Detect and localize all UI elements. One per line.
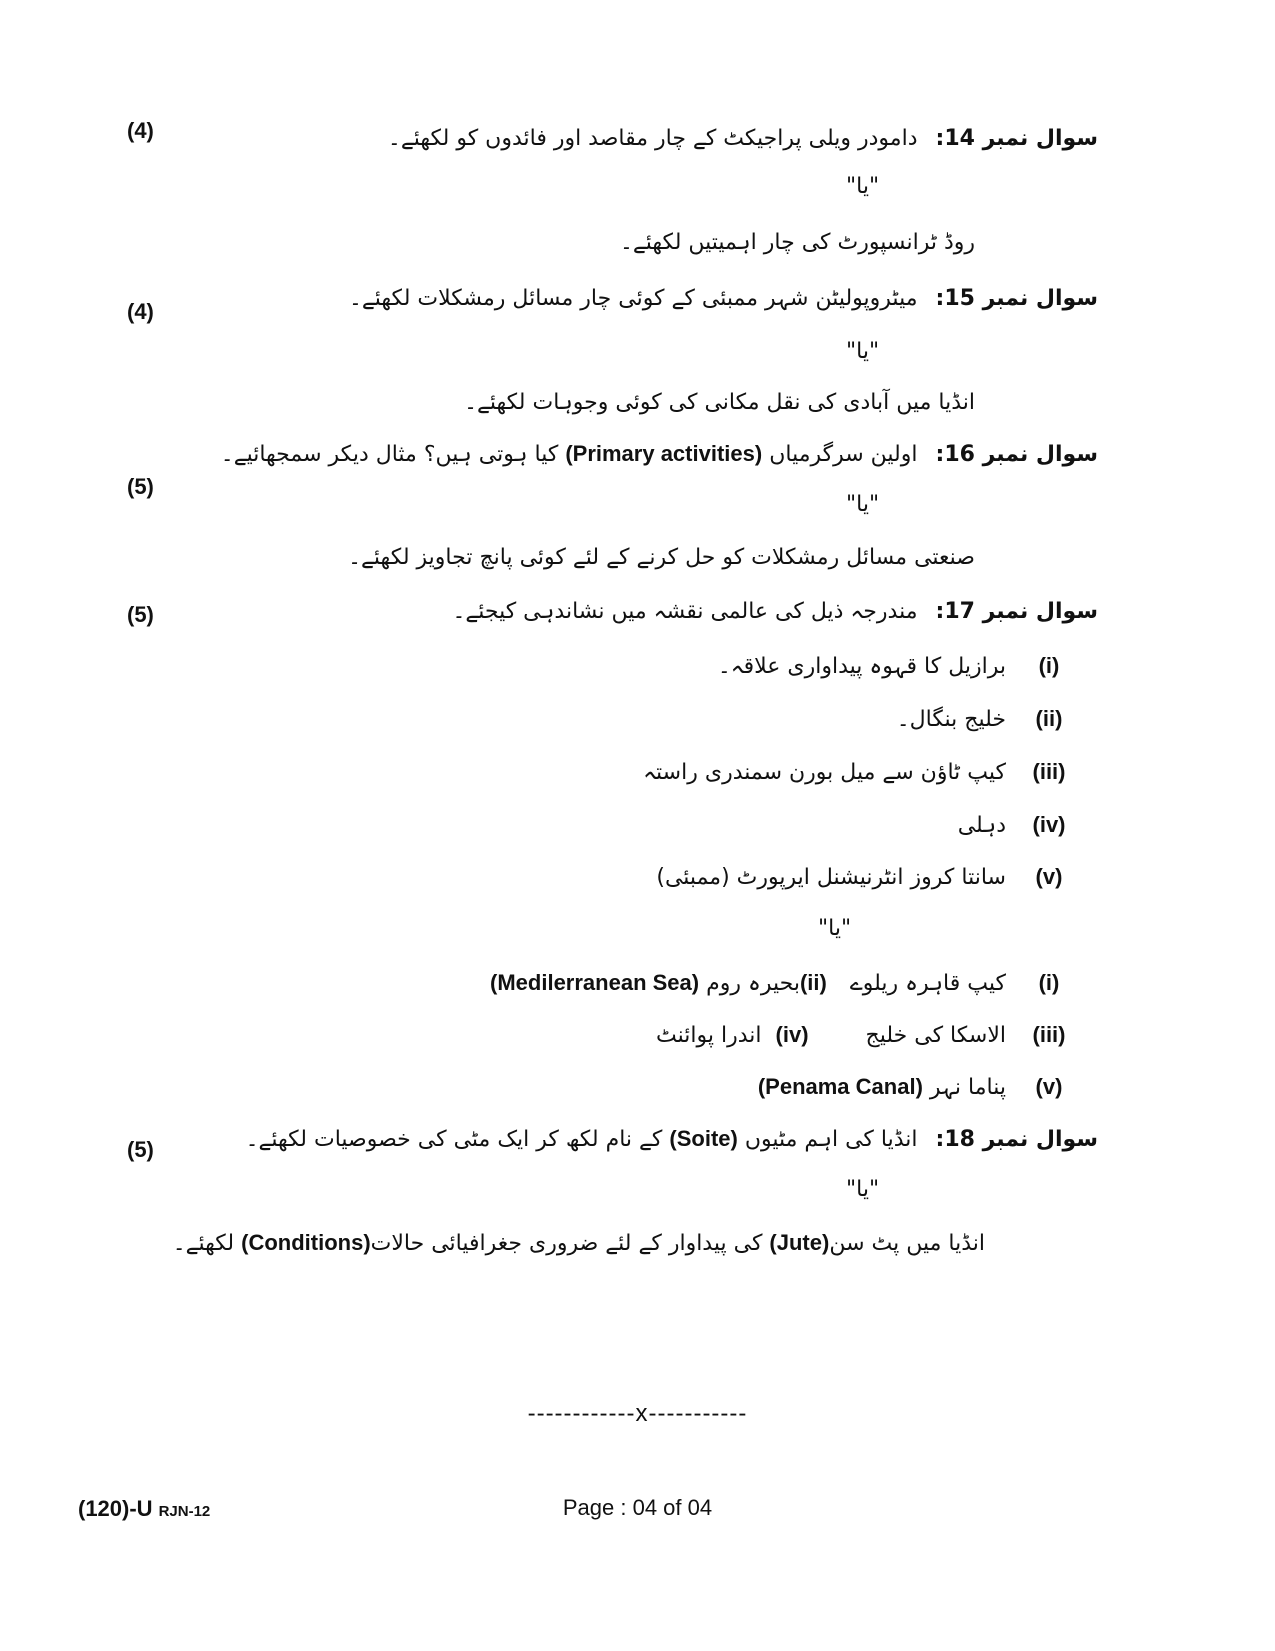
item-text: بحیرہ روم: [706, 971, 800, 996]
or-q18: "یا": [846, 1177, 880, 1202]
item-number: (v): [1035, 864, 1063, 889]
question-text: دامودر ویلی پراجیکٹ کے چار مقاصد اور فائدوں کو لکھئے۔: [387, 126, 918, 151]
marks-q16: (5): [127, 474, 154, 499]
item-number: (iv): [1032, 812, 1066, 837]
item-number: (ii): [1035, 706, 1063, 731]
question-15: [349, 284, 1098, 314]
item-text: کیپ قاہرہ ریلوے: [849, 971, 1006, 996]
or-q17: "یا": [818, 916, 852, 941]
question-label: سوال نمبر 18:: [935, 1127, 1098, 1152]
item-number: (ii): [799, 970, 827, 995]
item-text: سانتا کروز انٹرنیشنل ایرپورٹ (ممبئی): [656, 865, 1006, 890]
item-text-en: (Penama Canal): [757, 1074, 923, 1099]
question-18: [246, 1124, 1098, 1155]
question-16: [221, 439, 1098, 470]
or-q15: "یا": [846, 339, 880, 364]
question-text-b: کے نام لکھ کر ایک مٹی کی خصوصیات لکھئے۔: [245, 1127, 663, 1152]
question-text-a: انڈیا کی اہم مٹیوں: [744, 1127, 918, 1152]
paper-code-main: (120)-U: [78, 1496, 153, 1521]
item-text: دہلی: [957, 813, 1006, 838]
item-text: کیپ ٹاؤن سے میل بورن سمندری راستہ: [643, 760, 1006, 785]
question-label: سوال نمبر 15:: [935, 286, 1098, 311]
marks-q17: (5): [127, 602, 154, 627]
alt-map-row-3: [758, 1072, 1070, 1103]
question-14: [388, 124, 1098, 154]
marks-q18: (5): [127, 1137, 154, 1162]
end-divider: ------------x-----------: [527, 1400, 748, 1427]
item-number: (v): [1035, 1074, 1063, 1099]
question-text-a: اولین سرگرمیاں: [769, 442, 918, 467]
item-text: الاسکا کی خلیج: [865, 1023, 1006, 1048]
alt-question-18: [173, 1228, 985, 1259]
alt-question-14: روڈ ٹرانسپورٹ کی چار اہمیتیں لکھئے۔: [619, 230, 975, 255]
item-text: خلیج بنگال۔: [896, 707, 1006, 732]
question-text-en: (Soite): [669, 1126, 738, 1151]
question-text: میٹروپولیٹن شہر ممبئی کے کوئی چار مسائل رمشکلات لکھئے۔: [349, 286, 918, 311]
item-number: (iii): [1032, 1022, 1066, 1047]
item-text: پناما نہر: [929, 1075, 1006, 1100]
alt-text-b: کی پیداوار کے لئے ضروری جغرافیائی حالات: [370, 1231, 763, 1256]
page-number: Page : 04 of 04: [562, 1495, 713, 1520]
or-q14: "یا": [846, 174, 880, 199]
question-17: [452, 597, 1098, 627]
question-label: سوال نمبر 14:: [935, 126, 1098, 151]
alt-text-en-2: (Conditions): [241, 1230, 371, 1255]
alt-text-c: لکھئے۔: [172, 1231, 235, 1256]
alt-question-15: انڈیا میں آبادی کی نقل مکانی کی کوئی وجوہات لکھئے۔: [464, 390, 975, 415]
alt-map-row-1: [490, 968, 1070, 999]
item-number: (iii): [1032, 759, 1066, 784]
alt-question-16: صنعتی مسائل رمشکلات کو حل کرنے کے لئے کوئی پانچ تجاویز لکھئے۔: [348, 545, 975, 570]
question-text-b: کیا ہوتی ہیں؟ مثال دیکر سمجھائیے۔: [220, 442, 559, 467]
item-text-en: (Medilerranean Sea): [490, 970, 700, 995]
item-number: (i): [1038, 970, 1060, 995]
map-item-2: [897, 704, 1070, 735]
alt-map-row-2: [656, 1020, 1070, 1051]
paper-sub-code: RJN-12: [158, 1503, 211, 1520]
map-item-3: [643, 757, 1070, 788]
item-text: برازیل کا قہوہ پیداواری علاقہ۔: [717, 654, 1006, 679]
question-text-en: (Primary activities): [565, 441, 763, 466]
question-label: سوال نمبر 16:: [935, 442, 1098, 467]
question-label: سوال نمبر 17:: [935, 599, 1098, 624]
question-text: مندرجہ ذیل کی عالمی نقشہ میں نشاندہی کیجئے۔: [452, 599, 918, 624]
or-q16: "یا": [846, 492, 880, 517]
map-item-1: [718, 651, 1070, 682]
alt-text-a: انڈیا میں پٹ سن: [829, 1231, 985, 1256]
item-number: (iv): [775, 1022, 809, 1047]
marks-q15: (4): [127, 299, 154, 324]
item-number: (i): [1038, 653, 1060, 678]
alt-text-en-1: (Jute): [769, 1230, 830, 1255]
item-text: اندرا پوائنٹ: [656, 1023, 762, 1048]
marks-q14: (4): [127, 118, 154, 143]
map-item-4: [958, 810, 1070, 841]
map-item-5: [656, 862, 1070, 893]
